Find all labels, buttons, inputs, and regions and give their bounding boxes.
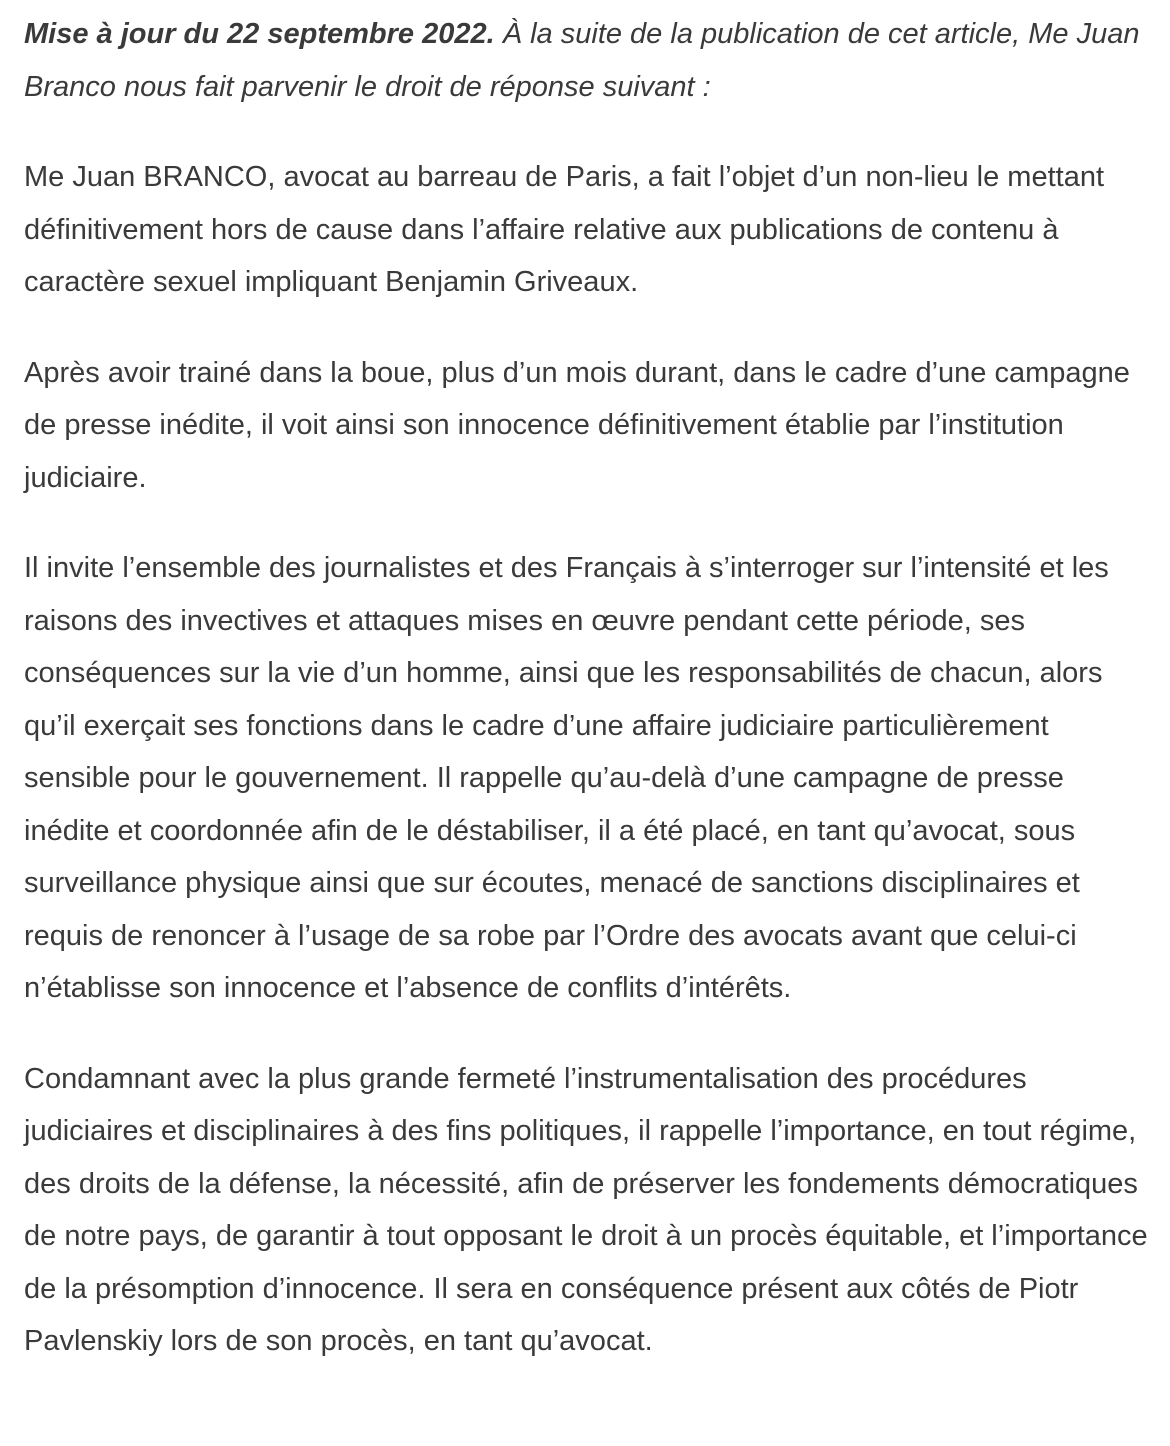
paragraph-innocence: Après avoir trainé dans la boue, plus d’un mois durant, dans le cadre d’une campagne de presse inédite, il voit ainsi son innocence définitivement établie par l’institution judiciaire. xyxy=(24,356,1130,494)
update-note-text: À la suite de la publication de cet article, Me Juan Branco nous fait parvenir le droit de réponse suivant : xyxy=(24,18,1140,103)
update-note xyxy=(24,8,1148,113)
paragraph-non-lieu: Me Juan BRANCO, avocat au barreau de Paris, a fait l’objet d’un non-lieu le mettant définitivement hors de cause dans l’affaire relative aux publications de contenu à caractère sexuel impliquant Benjamin Griveaux. xyxy=(24,161,1105,298)
paragraph-invitation: Il invite l’ensemble des journalistes et des Français à s’interroger sur l’intensité et les raisons des invectives et attaques mises en œuvre pendant cette période, ses conséquences sur la vie d’un homme, ainsi que les responsabilités de chacun, alors qu’il exerçait ses fonctions dans le cadre d’une affaire judiciaire particulièrement sensible pour le gouvernement. Il rappelle qu’au-delà d’une campagne de presse inédite et coordonnée afin de le déstabiliser, il a été placé, en tant qu’avocat, sous surveillance physique ainsi que sur écoutes, menacé de sanctions disciplinaires et requis de renoncer à l’usage de sa robe par l’Ordre des avocats avant que celui-ci n’établisse son innocence et l’absence de conflits d’intérêts. xyxy=(24,552,1109,1004)
paragraph-condamnation: Condamnant avec la plus grande fermeté l’instrumentalisation des procédures judiciaires et disciplinaires à des fins politiques, il rappelle l’importance, en tout régime, des droits de la défense, la nécessité, afin de préserver les fondements démocratiques de notre pays, de garantir à tout opposant le droit à un procès équitable, et l’importance de la présomption d’innocence. Il sera en conséquence présent aux côtés de Piotr Pavlenskiy lors de son procès, en tant qu’avocat. xyxy=(24,1062,1148,1357)
update-note-label: Mise à jour du 22 septembre 2022. xyxy=(24,18,495,50)
article-body xyxy=(24,8,1148,1406)
